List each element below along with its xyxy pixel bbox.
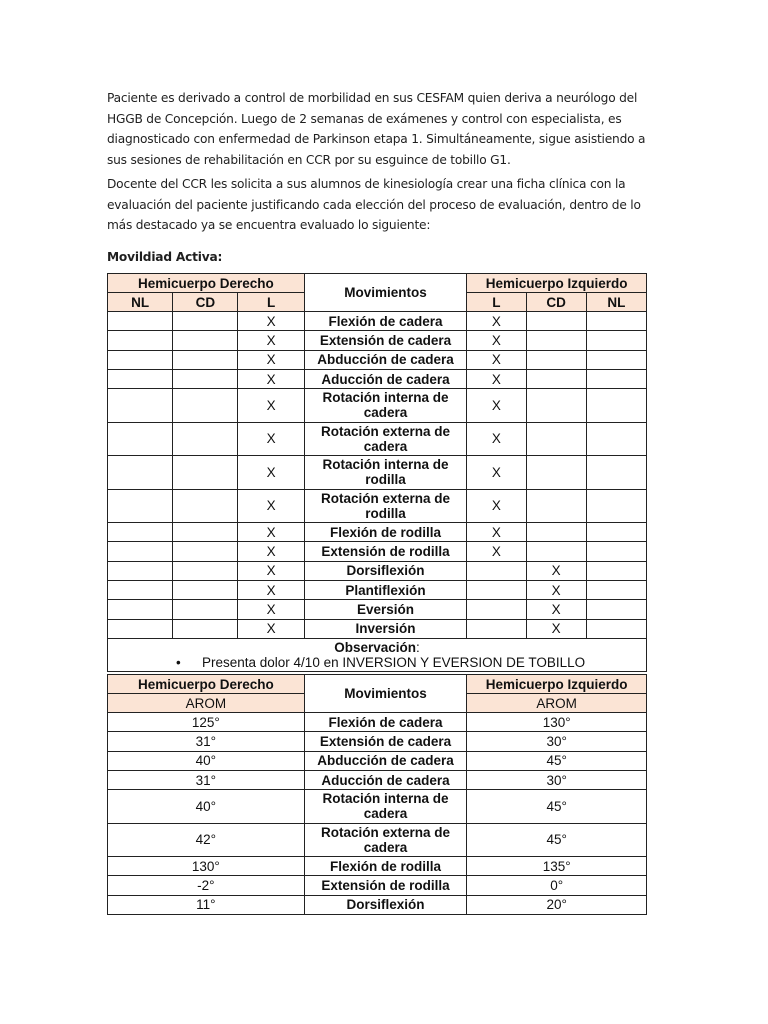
movement-name: Extensión de cadera [304,331,467,350]
col-nl-left: NL [586,293,646,312]
cell-nl-left [586,422,646,456]
cell-nl-right [108,600,173,619]
observation-cell [108,638,647,671]
cell-cd-left [526,350,586,369]
cell-cd-right [173,331,238,350]
movement-name: Flexión de cadera [304,312,467,331]
cell-l-right: X [238,581,304,600]
movement-name: Rotación interna de cadera [304,389,467,423]
cell-l-right: X [238,422,304,456]
cell-l-right: X [238,619,304,638]
cell-l-left: X [467,422,526,456]
cell-cd-right [173,561,238,580]
arom-row [108,713,647,732]
cell-cd-right [173,619,238,638]
arom-right-value: 31° [108,770,305,789]
arom-left-value: 45° [467,790,647,824]
cell-l-right: X [238,542,304,561]
movement-name: Plantiflexión [304,581,467,600]
cell-l-left: X [467,456,526,490]
right-side-header: Hemicuerpo Derecho [108,274,305,293]
cell-cd-left [526,456,586,490]
movements-header: Movimientos [304,274,467,312]
arom-left-sub: AROM [467,694,647,713]
arom-left-value: 45° [467,751,647,770]
arom-left-value: 0° [467,876,647,895]
cell-cd-left [526,523,586,542]
arom-movements-header: Movimientos [304,675,467,713]
arom-movement-name: Flexión de cadera [304,713,467,732]
left-side-header: Hemicuerpo Izquierdo [467,274,647,293]
arom-movement-name: Rotación interna de cadera [304,790,467,824]
cell-cd-left [526,489,586,523]
cell-l-right: X [238,523,304,542]
arom-right-value: 42° [108,823,305,857]
cell-cd-left: X [526,561,586,580]
arom-row [108,751,647,770]
arom-movement-name: Dorsiflexión [304,895,467,914]
cell-nl-left [586,561,646,580]
cell-l-right: X [238,312,304,331]
cell-cd-left: X [526,600,586,619]
movement-name: Flexión de rodilla [304,523,467,542]
cell-nl-right [108,542,173,561]
mobility-row [108,561,647,580]
cell-cd-right [173,456,238,490]
cell-cd-right [173,542,238,561]
cell-nl-left [586,581,646,600]
arom-movement-name: Extensión de cadera [304,732,467,751]
cell-cd-right [173,523,238,542]
cell-l-left [467,561,526,580]
arom-movement-name: Extensión de rodilla [304,876,467,895]
arom-right-side-header: Hemicuerpo Derecho [108,675,305,694]
cell-l-right: X [238,331,304,350]
col-l-right: L [238,293,304,312]
arom-row [108,790,647,824]
mobility-row [108,369,647,388]
cell-cd-right [173,581,238,600]
mobility-row [108,350,647,369]
mobility-row [108,312,647,331]
cell-cd-right [173,489,238,523]
movement-name: Abducción de cadera [304,350,467,369]
cell-cd-left [526,542,586,561]
arom-row [108,770,647,789]
bullet-icon: • [176,654,181,670]
arom-left-value: 45° [467,823,647,857]
cell-cd-right [173,422,238,456]
arom-right-value: 130° [108,857,305,876]
cell-cd-left: X [526,619,586,638]
mobility-row [108,422,647,456]
mobility-row [108,389,647,423]
movement-name: Aducción de cadera [304,369,467,388]
cell-nl-right [108,312,173,331]
cell-nl-right [108,489,173,523]
arom-movement-name: Rotación externa de cadera [304,823,467,857]
cell-nl-right [108,350,173,369]
observation-title: Observación [334,639,417,655]
document-body [107,88,655,267]
cell-cd-right [173,389,238,423]
col-cd-left: CD [526,293,586,312]
cell-nl-right [108,561,173,580]
movement-name: Inversión [304,619,467,638]
movement-name: Eversión [304,600,467,619]
case-paragraph: Paciente es derivado a control de morbilidad en sus CESFAM quien deriva a neurólogo del HGGB de Concepción. Luego de 2 semanas de exámenes y control con especialista, es diagnosticado con enfermedad de Parkinson etapa 1. Simultáneamente, sigue asistiendo a sus sesiones de rehabilitación en CCR por su esguince de tobillo G1. [107,91,646,167]
movement-name: Rotación externa de cadera [304,422,467,456]
cell-nl-right [108,523,173,542]
arom-right-value: 125° [108,713,305,732]
mobility-row [108,456,647,490]
cell-nl-right [108,389,173,423]
observation-text: Presenta dolor 4/10 en INVERSION Y EVERSION DE TOBILLO [202,654,586,670]
movement-name: Rotación externa de rodilla [304,489,467,523]
mobility-row [108,581,647,600]
cell-nl-right [108,456,173,490]
cell-nl-left [586,312,646,331]
cell-l-left: X [467,389,526,423]
observation-colon: : [416,639,420,655]
movement-name: Rotación interna de rodilla [304,456,467,490]
cell-l-right: X [238,489,304,523]
cell-nl-left [586,600,646,619]
mobility-row [108,523,647,542]
cell-nl-right [108,581,173,600]
cell-l-left [467,619,526,638]
active-mobility-table [107,273,647,672]
arom-table [107,674,647,915]
arom-movement-name: Abducción de cadera [304,751,467,770]
cell-nl-left [586,489,646,523]
arom-row [108,857,647,876]
arom-row [108,732,647,751]
cell-nl-left [586,619,646,638]
cell-l-left: X [467,489,526,523]
mobility-row [108,619,647,638]
arom-left-value: 130° [467,713,647,732]
arom-left-value: 30° [467,732,647,751]
arom-movement-name: Flexión de rodilla [304,857,467,876]
col-nl-right: NL [108,293,173,312]
cell-l-right: X [238,600,304,619]
cell-nl-right [108,422,173,456]
col-l-left: L [467,293,526,312]
cell-l-left [467,600,526,619]
cell-cd-right [173,312,238,331]
cell-cd-right [173,369,238,388]
arom-left-side-header: Hemicuerpo Izquierdo [467,675,647,694]
instructions-paragraph: Docente del CCR les solicita a sus alumnos de kinesiología crear una ficha clínica con la evaluación del paciente justificando cada elección del proceso de evaluación, dentro de lo más destacado ya se encuentra evaluado lo siguiente: [107,177,641,232]
cell-nl-left [586,331,646,350]
cell-l-left: X [467,312,526,331]
cell-l-right: X [238,561,304,580]
cell-nl-right [108,369,173,388]
cell-l-left: X [467,523,526,542]
cell-l-right: X [238,350,304,369]
cell-cd-left [526,331,586,350]
movement-name: Extensión de rodilla [304,542,467,561]
cell-cd-right [173,600,238,619]
cell-nl-left [586,350,646,369]
cell-l-right: X [238,369,304,388]
arom-right-value: 40° [108,790,305,824]
cell-l-right: X [238,389,304,423]
cell-l-left: X [467,331,526,350]
cell-cd-left [526,369,586,388]
cell-cd-left [526,312,586,331]
arom-movement-name: Aducción de cadera [304,770,467,789]
arom-right-value: 11° [108,895,305,914]
arom-right-value: 40° [108,751,305,770]
arom-left-value: 30° [467,770,647,789]
cell-l-left: X [467,350,526,369]
cell-nl-left [586,542,646,561]
cell-cd-left: X [526,581,586,600]
section-title: Movildiad Activa: [107,249,223,264]
arom-row [108,895,647,914]
observation-item [108,655,646,670]
cell-l-left: X [467,542,526,561]
arom-row [108,823,647,857]
col-cd-right: CD [173,293,238,312]
cell-nl-left [586,523,646,542]
cell-cd-left [526,389,586,423]
arom-row [108,876,647,895]
cell-nl-left [586,369,646,388]
cell-cd-right [173,350,238,369]
mobility-row [108,600,647,619]
cell-nl-right [108,619,173,638]
arom-left-value: 20° [467,895,647,914]
cell-nl-left [586,389,646,423]
cell-l-left [467,581,526,600]
cell-cd-left [526,422,586,456]
arom-right-sub: AROM [108,694,305,713]
arom-left-value: 135° [467,857,647,876]
cell-l-left: X [467,369,526,388]
cell-nl-left [586,456,646,490]
mobility-row [108,489,647,523]
movement-name: Dorsiflexión [304,561,467,580]
cell-l-right: X [238,456,304,490]
mobility-row [108,542,647,561]
arom-right-value: 31° [108,732,305,751]
cell-nl-right [108,331,173,350]
mobility-row [108,331,647,350]
arom-right-value: -2° [108,876,305,895]
